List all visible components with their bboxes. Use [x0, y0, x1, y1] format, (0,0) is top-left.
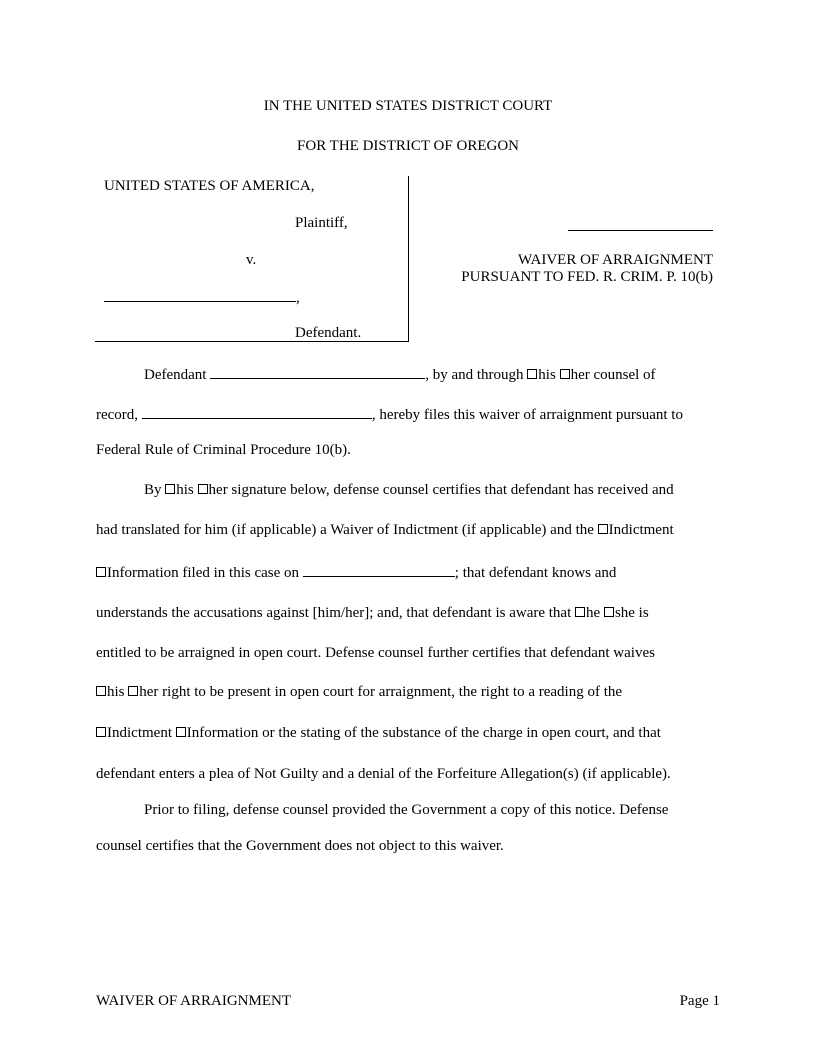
caption-vertical-rule — [408, 176, 409, 342]
case-number-blank[interactable] — [568, 217, 713, 231]
defendant-name-field[interactable] — [210, 365, 425, 379]
information-checkbox-2[interactable] — [176, 727, 186, 737]
p2-line1: By his her signature below, defense counsel certifies that defendant has received and — [144, 482, 674, 498]
defendant-role: Defendant. — [295, 325, 362, 341]
his-checkbox-2[interactable] — [165, 484, 175, 494]
plaintiff-name: UNITED STATES OF AMERICA, — [104, 178, 315, 194]
p1-line2: record, , hereby files this waiver of arraignment pursuant to — [96, 407, 683, 423]
defendant-name-blank[interactable] — [104, 288, 296, 302]
p2-line3: Information filed in this case on ; that defendant knows and — [96, 563, 616, 582]
court-name: IN THE UNITED STATES DISTRICT COURT — [263, 98, 553, 114]
p1-line3: Federal Rule of Criminal Procedure 10(b). — [96, 442, 351, 458]
information-checkbox-1[interactable] — [96, 567, 106, 577]
he-checkbox[interactable] — [575, 607, 585, 617]
filing-date-field[interactable] — [303, 563, 455, 577]
counsel-name-field[interactable] — [142, 405, 372, 419]
his-checkbox-3[interactable] — [96, 686, 106, 696]
p2-line7: Indictment Information or the stating of the substance of the charge in open court, and that — [96, 724, 661, 742]
her-checkbox-1[interactable] — [560, 369, 570, 379]
p3-line2: counsel certifies that the Government does not object to this waiver. — [96, 838, 504, 854]
defendant-name-line[interactable] — [104, 288, 300, 307]
p2-line2: had translated for him (if applicable) a Waiver of Indictment (if applicable) and the Indictment — [96, 522, 674, 538]
p2-line6: his her right to be present in open court for arraignment, the right to a reading of the — [96, 683, 622, 701]
indictment-checkbox-1[interactable] — [598, 524, 608, 534]
footer-title: WAIVER OF ARRAIGNMENT — [96, 993, 291, 1009]
she-checkbox[interactable] — [604, 607, 614, 617]
p1-line1: Defendant , by and through his her counsel of — [144, 367, 656, 383]
indictment-checkbox-2[interactable] — [96, 727, 106, 737]
p2-line4: understands the accusations against [him/her]; and, that defendant is aware that he she is — [96, 605, 649, 621]
plaintiff-role: Plaintiff, — [295, 215, 348, 231]
her-checkbox-2[interactable] — [198, 484, 208, 494]
p2-line8: defendant enters a plea of Not Guilty and a denial of the Forfeiture Allegation(s) (if applicable). — [96, 766, 671, 782]
document-title-line1: WAIVER OF ARRAIGNMENT — [518, 252, 713, 268]
caption-bottom-rule — [95, 341, 409, 342]
versus-label: v. — [246, 252, 257, 268]
her-checkbox-3[interactable] — [128, 686, 138, 696]
page-number: Page 1 — [679, 993, 720, 1009]
his-checkbox-1[interactable] — [527, 369, 537, 379]
defendant-name-comma: , — [296, 290, 300, 306]
p2-line5: entitled to be arraigned in open court. Defense counsel further certifies that defendant waives — [96, 645, 655, 661]
document-title-line2: PURSUANT TO FED. R. CRIM. P. 10(b) — [461, 269, 713, 285]
p3-line1: Prior to filing, defense counsel provided the Government a copy of this notice. Defense — [144, 802, 669, 818]
court-district: FOR THE DISTRICT OF OREGON — [297, 138, 519, 154]
